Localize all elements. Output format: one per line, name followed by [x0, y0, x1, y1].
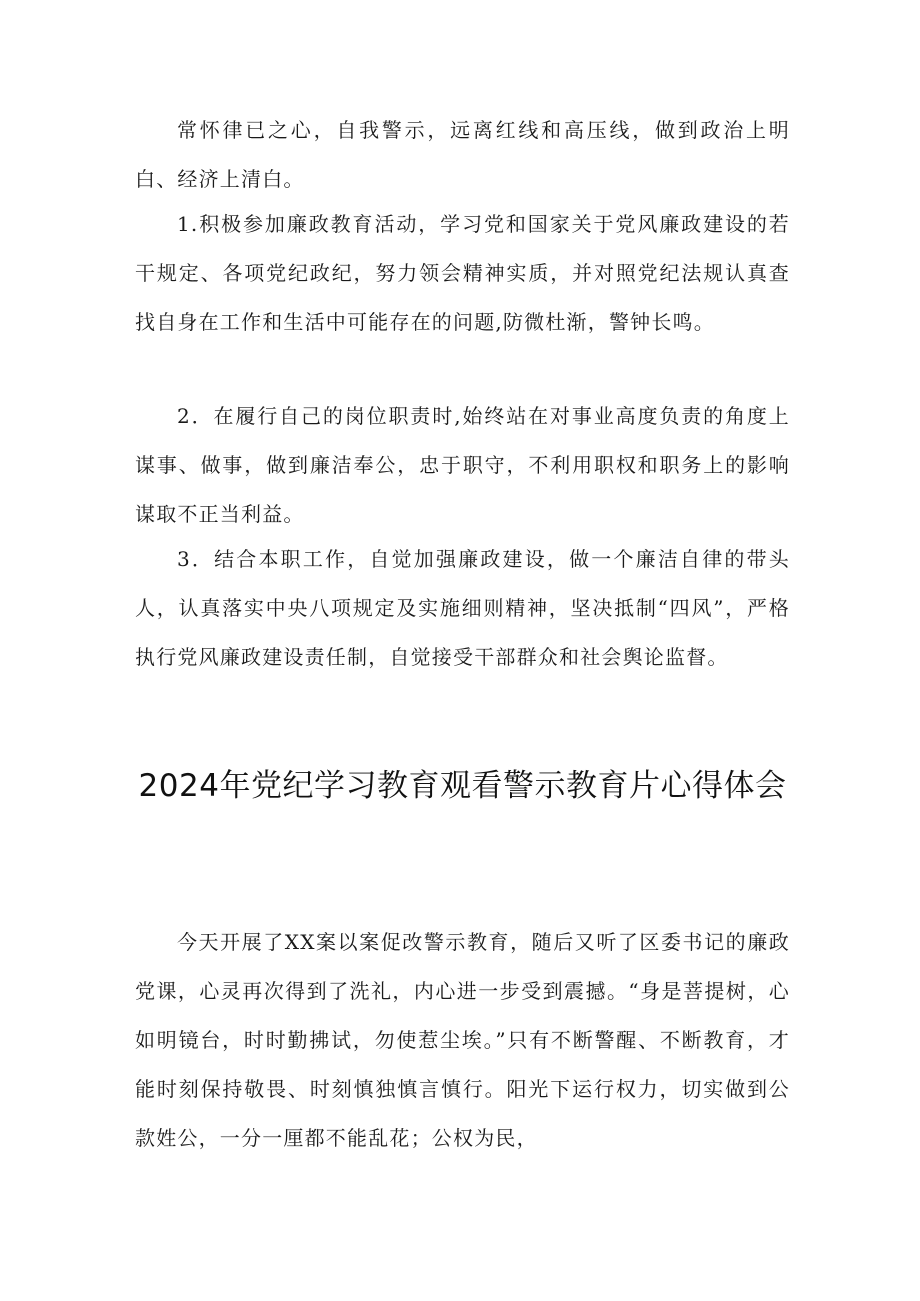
- paragraph-item-3: 3．结合本职工作，自觉加强廉政建设，做一个廉洁自律的带头人，认真落实中央八项规定及实施细则精神，坚决抵制“四风”，严格执行党风廉政建设责任制，自觉接受干部群众和社会舆论监督。: [135, 547, 790, 669]
- document-title: 2024年党纪学习教育观看警示教育片心得体会: [138, 768, 787, 804]
- paragraph-self-discipline: 常怀律已之心，自我警示，远离红线和高压线，做到政治上明白、经济上清白。: [135, 118, 790, 191]
- paragraph-item-2: 2．在履行自己的岗位职责时,始终站在对事业高度负责的角度上谋事、做事，做到廉洁奉公，忠于职守，不利用职权和职务上的影响谋取不正当利益。: [135, 404, 790, 526]
- paragraph-reflection: 今天开展了XX案以案促改警示教育，随后又听了区委书记的廉政党课，心灵再次得到了洗礼，内心进一步受到震撼。“身是菩提树，心如明镜台，时时勤拂试，勿使惹尘埃。”只有不断警醒、不断教育，才能时刻保持敬畏、时刻慎独慎言慎行。阳光下运行权力，切实做到公款姓公，一分一厘都不能乱花；公权为民，: [135, 930, 790, 1150]
- paragraph-item-1: 1.积极参加廉政教育活动，学习党和国家关于党风廉政建设的若干规定、各项党纪政纪，努力领会精神实质，并对照党纪法规认真查找自身在工作和生活中可能存在的问题,防微杜渐，警钟长鸣。: [135, 212, 790, 334]
